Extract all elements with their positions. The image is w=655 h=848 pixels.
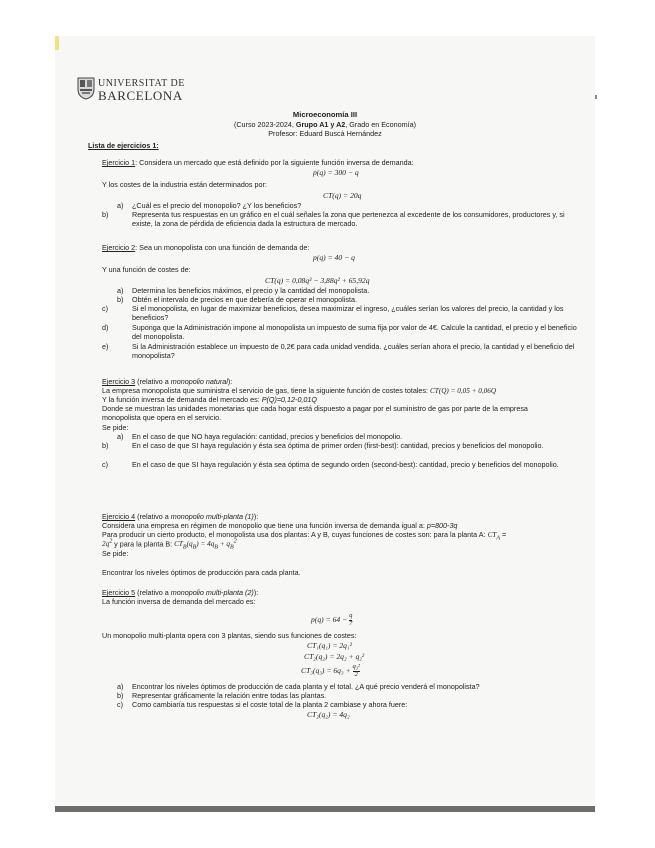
course-line: (Curso 2023-2024, Grupo A1 y A2, Grado en Economía): [233, 119, 417, 129]
ex4-se-pide: Se pide:: [102, 549, 129, 558]
page-bottom-shadow: [55, 806, 595, 812]
ex5-item-a: a) Encontrar los niveles óptimos de producción de cada planta y el total. ¿A qué precio venderá el monopolista?: [117, 682, 480, 691]
ex2-cost-eq: CT(q) = 0,08q³ − 3,88q² + 65,92q: [265, 276, 370, 285]
university-name-top: UNIVERSITAT DE: [98, 78, 185, 89]
ex2-item-c: c) Si el monopolista, en lugar de maximizar beneficios, desea maximizar el ingreso, ¿cuáles serían los valores del precio, la cantidad y los beneficios?: [102, 304, 564, 323]
ex2-demand-eq: p(q) = 40 − q: [313, 253, 355, 262]
ex5-line1: La función inversa de demanda del mercado es:: [102, 597, 256, 606]
ex3-item-b: b) En el caso de que SI haya regulación y ésta sea óptima de primer orden (first-best): cantidad, precios y beneficios del monopolio.: [102, 441, 544, 450]
ex2-costs-text: Y una función de costes de:: [102, 265, 191, 274]
ex1-intro: Ejercicio 1: Considera un mercado que está definido por la siguiente función inversa de demanda:: [102, 158, 414, 167]
ex4-line2: Para producir un cierto producto, el monopolista usa dos plantas: A y B, cuyas funciones de costes son: para la planta A: $CT_A$ =: [102, 530, 507, 542]
ex5-cost2-eq: CT₂(q₂) = 2q₂ + q₂²: [304, 652, 365, 661]
document-title: Microeconomía III: [292, 110, 358, 119]
ex4-title: Ejercicio 4 (relativo a monopolio multi-planta (1)):: [102, 512, 259, 521]
ex2-item-a: a) Determina los beneficios máximos, el precio y la cantidad del monopolista.: [117, 286, 370, 295]
page-right-mark: [595, 95, 597, 99]
ex5-item-b: b) Representar gráficamente la relación entre todas las plantas.: [117, 691, 327, 700]
ex5-line2: Un monopolio multi-planta opera con 3 plantas, siendo sus funciones de costes:: [102, 631, 357, 640]
ex1-cost-eq: CT(q) = 20q: [323, 191, 362, 200]
ex1-costs-text: Y los costes de la industria están determinados por:: [102, 180, 267, 189]
university-logo: [77, 76, 207, 106]
ex4-line1: Considera una empresa en régimen de monopolio que tiene una función inversa de demanda igual a: p=800-3q: [102, 521, 458, 530]
university-name-bottom: BARCELONA: [98, 88, 183, 103]
ex3-item-a: a) En el caso de que NO haya regulación: cantidad, precios y beneficios del monopolio.: [117, 432, 403, 441]
ex5-title: Ejercicio 5 (relativo a monopolio multi-planta (2)):: [102, 588, 259, 597]
ex2-intro: Ejercicio 2: Sea un monopolista con una función de demanda de:: [102, 243, 310, 252]
ex2-item-d: d) Suponga que la Administración impone al monopolista un impuesto de suma fija por valor de 4€. Calcule la cantidad, el precio y el beneficio del monopolista.: [102, 323, 577, 342]
scanned-page: [55, 36, 595, 806]
ex3-line3: Donde se muestran las unidades monetarias que cada hogar está dispuesto a pagar por el suministro de gas por parte de la empresa monopolista que opera en el servicio.: [102, 404, 528, 423]
professor-line: Profesor: Eduard Buscà Hernández: [268, 128, 382, 138]
ex5-cost1-eq: CT₁(q₁) = 2q₁²: [307, 641, 352, 650]
ex5-cost2-new-eq: CT₂(q₂) = 4q₂: [307, 710, 350, 719]
ex3-item-c: c) En el caso de que SI haya regulación y ésta sea óptima de segundo orden (second-best): cantidad, precio y beneficios del monopolio.: [102, 460, 559, 469]
ex1-item-b: b) Representa tus respuestas en un gráfico en el cuál señales la zona que pertenezca al excedente de los consumidores, productores y, si existe, la zona de pérdida de eficiencia dada la estructura de mercado.: [102, 210, 565, 229]
ex4-task: Encontrar los niveles óptimos de producción para cada planta.: [102, 568, 301, 577]
ex3-line1: La empresa monopolista que suministra el servicio de gas, tiene la siguiente función de costes totales: CT(Q) = 0,05 + 0,06Q: [102, 386, 497, 395]
ex5-item-c: c) Como cambiaría tus respuestas si el coste total de la planta 2 cambiase y ahora fuere:: [117, 700, 408, 709]
ex5-cost3-eq: CT₃(q₃) = 6q₃ + $\frac{\text{q₃²}}{2}$: [301, 663, 360, 678]
ex3-title: Ejercicio 3 (relativo a monopolio natural):: [102, 377, 233, 386]
document-header: [55, 110, 595, 138]
paper-edge-mark: [55, 36, 59, 50]
crest-icon: [77, 76, 95, 100]
ex3-line2: Y la función inversa de demanda del mercado es: P(Q)=0,12-0,01Q: [102, 395, 318, 404]
ex1-item-a: a) ¿Cuál es el precio del monopolio? ¿Y los beneficios?: [117, 201, 302, 210]
ex2-item-b: b) Obtén el intervalo de precios en que debería de operar el monopolista.: [117, 295, 357, 304]
ex2-item-e: e) Si la Administración establece un impuesto de 0,2€ para cada unidad vendida. ¿cuáles serían ahora el precio, la cantidad y el beneficio del monopolista?: [102, 342, 575, 361]
ex4-line3: $2q^2$ y para la planta B: $CT_B(q_B) = 4q_B + q_B^2$: [102, 539, 237, 551]
ex3-se-pide: Se pide:: [102, 423, 129, 432]
ex1-demand-eq: p(q) = 300 − q: [313, 168, 359, 177]
list-title: Lista de ejercicios 1:: [88, 141, 159, 150]
ex5-demand-eq: p(q) = 64 − $\frac{q}{7}$: [311, 612, 353, 627]
